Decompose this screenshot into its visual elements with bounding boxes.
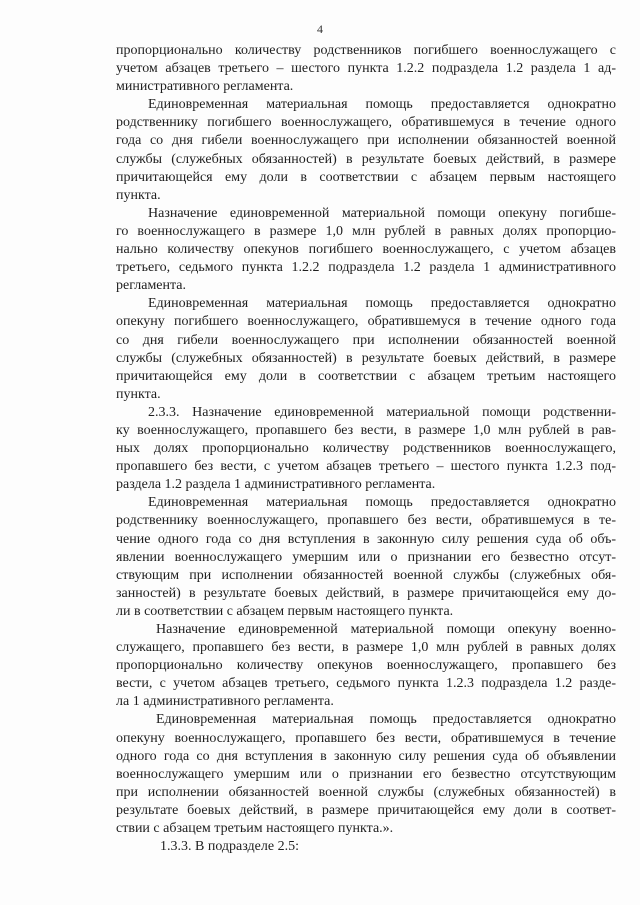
text-line: пропавшего без вести, с учетом абзацев третьего – шестого пункта 1.2.3 под- (116, 459, 616, 475)
text-line: Единовременная материальная помощь предоставляется однократно (148, 495, 616, 511)
text-line: одного года со дня вступления в законную силу решения суда об объявлении (116, 748, 616, 764)
text-line: опекуну военнослужащего, пропавшего без вести, обратившемуся в течение (116, 730, 616, 746)
text-line: пункта. (116, 187, 161, 203)
text-line: пропорционально количеству опекунов военнослужащего, пропавшего без (116, 658, 616, 674)
text-line: третьего, седьмого пункта 1.2.2 подраздела 1.2 раздела 1 административного (116, 260, 616, 276)
text-line: ствии с абзацем третьим настоящего пункта.». (116, 821, 394, 837)
text-line: Назначение единовременной материальной помощи опекуну военно- (156, 622, 616, 637)
text-line: ствующим при исполнении обязанностей военной службы (служебных обя- (116, 567, 616, 583)
text-line: службы (служебных обязанностей) в результате боевых действий, в размере (116, 350, 616, 366)
text-line: со дня гибели военнослужащего при исполнении обязанностей военной (116, 332, 616, 348)
page-number: 4 (317, 22, 323, 36)
text-line: причитающейся ему доли в соответствии с абзацем третьим настоящего (116, 368, 616, 384)
text-line: 1.3.3. В подразделе 2.5: (160, 839, 299, 855)
text-line: го военнослужащего в размере 1,0 млн рублей в равных долях пропорцио- (116, 223, 616, 239)
text-line: регламента. (116, 278, 187, 294)
text-line: явлении военнослужащего умершим или о признании его безвестно отсут- (116, 549, 616, 565)
text-line: опекуну погибшего военнослужащего, обратившемуся в течение одного года (116, 314, 616, 330)
text-line: ку военнослужащего, пропавшего без вести, в размере 1,0 млн рублей в рав- (116, 422, 616, 438)
text-line: Единовременная материальная помощь предоставляется однократно (156, 712, 616, 728)
text-line: занностей) в результате боевых действий, в размере причитающейся ему до- (116, 585, 616, 601)
text-line: нально количеству опекунов погибшего военнослужащего, с учетом абзацев (116, 242, 616, 258)
text-line: учетом абзацев третьего – шестого пункта 1.2.2 подраздела 1.2 раздела 1 ад- (116, 61, 616, 77)
text-line: вести, с учетом абзацев третьего, седьмого пункта 1.2.3 подраздела 1.2 разде- (116, 676, 616, 692)
text-line: пункта. (116, 386, 161, 402)
text-line: родственнику военнослужащего, пропавшего без вести, обратившемуся в те- (116, 513, 616, 529)
text-line: причитающейся ему доли в соответствии с абзацем первым настоящего (116, 169, 616, 185)
text-line: 2.3.3. Назначение единовременной материальной помощи родственни- (148, 404, 616, 420)
text-line: службы (служебных обязанностей) в результате боевых действий, в размере (116, 151, 616, 167)
text-line: чение одного года со дня вступления в законную силу решения суда об объ- (116, 531, 616, 547)
text-line: Единовременная материальная помощь предоставляется однократно (148, 296, 616, 312)
text-line: Единовременная материальная помощь предоставляется однократно (148, 97, 616, 113)
text-line: раздела 1.2 раздела 1 административного регламента. (116, 477, 436, 493)
text-line: военнослужащего умершим или о признании его безвестно отсутствующим (116, 766, 616, 782)
text-line: служащего, пропавшего без вести, в размере 1,0 млн рублей в равных долях (116, 640, 616, 656)
text-line: ла 1 административного регламента. (116, 694, 334, 710)
text-line: результате боевых действий, в размере причитающейся ему доли в соответ- (116, 802, 616, 818)
text-line: года со дня гибели военнослужащего при исполнении обязанностей военной (116, 133, 616, 149)
text-line: ных долях пропорционально количеству родственников военнослужащего, (116, 441, 616, 457)
text-line: ли в соответствии с абзацем первым настоящего пункта. (116, 603, 454, 619)
body-text (116, 42, 616, 856)
text-line: при исполнении обязанностей военной службы (служебных обязанностей) в (116, 784, 616, 800)
text-line: министративного регламента. (116, 79, 294, 95)
text-line: Назначение единовременной материальной помощи опекуну погибше- (148, 205, 616, 221)
text-line: пропорционально количеству родственников погибшего военнослужащего с (116, 43, 616, 58)
text-line: родственнику погибшего военнослужащего, обратившемуся в течение одного (116, 115, 616, 131)
